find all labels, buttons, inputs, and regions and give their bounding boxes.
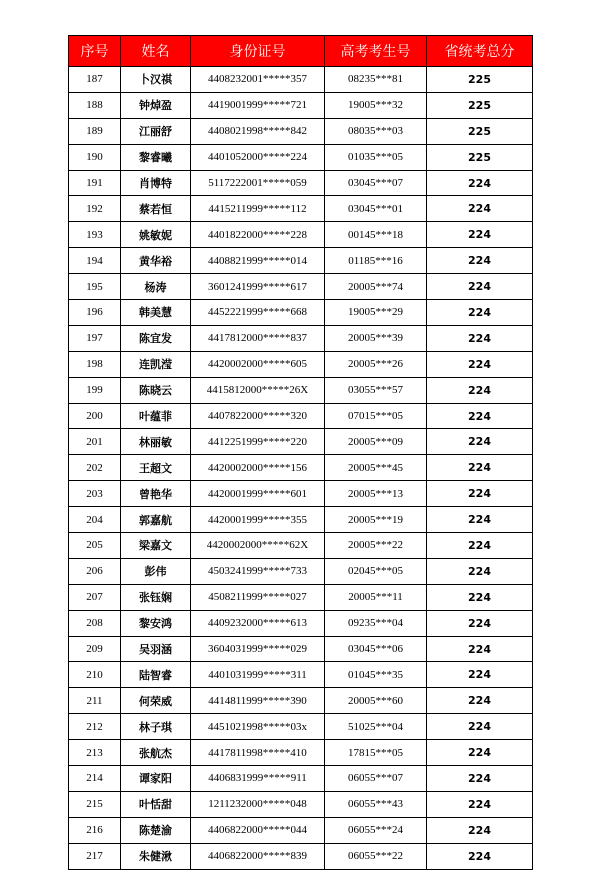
cell-exam-number: 03045***01 xyxy=(325,196,427,222)
cell-name: 何荣威 xyxy=(121,688,191,714)
cell-exam-number: 00145***18 xyxy=(325,222,427,248)
cell-no: 206 xyxy=(69,558,121,584)
cell-score: 224 xyxy=(427,843,533,869)
cell-no: 211 xyxy=(69,688,121,714)
cell-score: 224 xyxy=(427,222,533,248)
table-row xyxy=(69,325,533,351)
cell-no: 202 xyxy=(69,455,121,481)
cell-name: 林丽敏 xyxy=(121,429,191,455)
cell-no: 189 xyxy=(69,118,121,144)
cell-score: 224 xyxy=(427,274,533,300)
cell-score: 224 xyxy=(427,636,533,662)
table-row xyxy=(69,791,533,817)
cell-score: 224 xyxy=(427,351,533,377)
cell-exam-number: 09235***04 xyxy=(325,610,427,636)
cell-exam-number: 19005***32 xyxy=(325,92,427,118)
table-row xyxy=(69,248,533,274)
cell-score: 224 xyxy=(427,455,533,481)
table-row xyxy=(69,507,533,533)
cell-no: 210 xyxy=(69,662,121,688)
cell-exam-number: 20005***13 xyxy=(325,481,427,507)
cell-no: 215 xyxy=(69,791,121,817)
cell-name: 肖博特 xyxy=(121,170,191,196)
table-row xyxy=(69,222,533,248)
cell-name: 梁嘉文 xyxy=(121,533,191,559)
cell-score: 224 xyxy=(427,533,533,559)
cell-id: 4401031999*****311 xyxy=(191,662,325,688)
cell-exam-number: 20005***11 xyxy=(325,584,427,610)
cell-score: 224 xyxy=(427,248,533,274)
cell-no: 187 xyxy=(69,67,121,93)
cell-exam-number: 02045***05 xyxy=(325,558,427,584)
cell-no: 214 xyxy=(69,766,121,792)
cell-exam-number: 01045***35 xyxy=(325,662,427,688)
cell-score: 224 xyxy=(427,584,533,610)
cell-id: 4414811999*****390 xyxy=(191,688,325,714)
cell-name: 姚敏妮 xyxy=(121,222,191,248)
cell-name: 张钰娴 xyxy=(121,584,191,610)
cell-exam-number: 01185***16 xyxy=(325,248,427,274)
table-row xyxy=(69,300,533,326)
cell-no: 196 xyxy=(69,300,121,326)
cell-name: 钟焯盈 xyxy=(121,92,191,118)
cell-score: 224 xyxy=(427,429,533,455)
cell-id: 4420002000*****156 xyxy=(191,455,325,481)
cell-id: 4420001999*****355 xyxy=(191,507,325,533)
cell-score: 224 xyxy=(427,507,533,533)
table-row xyxy=(69,558,533,584)
cell-id: 4406822000*****044 xyxy=(191,817,325,843)
cell-score: 224 xyxy=(427,325,533,351)
table-row xyxy=(69,118,533,144)
cell-name: 王超文 xyxy=(121,455,191,481)
cell-name: 卜汉祺 xyxy=(121,67,191,93)
cell-id: 4406822000*****839 xyxy=(191,843,325,869)
cell-score: 224 xyxy=(427,714,533,740)
cell-name: 韩美慧 xyxy=(121,300,191,326)
cell-name: 吴羽涵 xyxy=(121,636,191,662)
table-row xyxy=(69,92,533,118)
cell-no: 190 xyxy=(69,144,121,170)
header-name: 姓名 xyxy=(121,36,191,67)
cell-exam-number: 20005***39 xyxy=(325,325,427,351)
table-row xyxy=(69,740,533,766)
table-row xyxy=(69,377,533,403)
cell-id: 5117222001*****059 xyxy=(191,170,325,196)
cell-id: 4503241999*****733 xyxy=(191,558,325,584)
table-row xyxy=(69,714,533,740)
table-row xyxy=(69,533,533,559)
cell-no: 199 xyxy=(69,377,121,403)
cell-exam-number: 03045***06 xyxy=(325,636,427,662)
cell-score: 224 xyxy=(427,610,533,636)
header-row xyxy=(69,36,533,67)
cell-no: 192 xyxy=(69,196,121,222)
cell-name: 叶恬甜 xyxy=(121,791,191,817)
cell-id: 4409232000*****613 xyxy=(191,610,325,636)
cell-no: 213 xyxy=(69,740,121,766)
cell-no: 195 xyxy=(69,274,121,300)
cell-id: 4417812000*****837 xyxy=(191,325,325,351)
cell-no: 193 xyxy=(69,222,121,248)
cell-name: 陈晓云 xyxy=(121,377,191,403)
cell-exam-number: 17815***05 xyxy=(325,740,427,766)
cell-score: 224 xyxy=(427,403,533,429)
cell-score: 224 xyxy=(427,377,533,403)
cell-no: 207 xyxy=(69,584,121,610)
table-row xyxy=(69,196,533,222)
cell-no: 209 xyxy=(69,636,121,662)
header-id: 身份证号 xyxy=(191,36,325,67)
cell-exam-number: 06055***24 xyxy=(325,817,427,843)
cell-id: 4508211999*****027 xyxy=(191,584,325,610)
cell-id: 4401822000*****228 xyxy=(191,222,325,248)
cell-name: 彭伟 xyxy=(121,558,191,584)
table-row xyxy=(69,429,533,455)
cell-exam-number: 51025***04 xyxy=(325,714,427,740)
cell-exam-number: 20005***22 xyxy=(325,533,427,559)
cell-exam-number: 01035***05 xyxy=(325,144,427,170)
cell-id: 4452221999*****668 xyxy=(191,300,325,326)
cell-score: 225 xyxy=(427,67,533,93)
cell-exam-number: 20005***60 xyxy=(325,688,427,714)
cell-no: 191 xyxy=(69,170,121,196)
cell-score: 224 xyxy=(427,170,533,196)
table-row xyxy=(69,843,533,869)
cell-score: 225 xyxy=(427,144,533,170)
cell-no: 208 xyxy=(69,610,121,636)
cell-exam-number: 20005***26 xyxy=(325,351,427,377)
cell-score: 224 xyxy=(427,817,533,843)
cell-score: 224 xyxy=(427,766,533,792)
cell-name: 陈宜发 xyxy=(121,325,191,351)
table-row xyxy=(69,455,533,481)
table-row xyxy=(69,766,533,792)
cell-name: 郭嘉航 xyxy=(121,507,191,533)
cell-id: 3604031999*****029 xyxy=(191,636,325,662)
cell-name: 林子琪 xyxy=(121,714,191,740)
cell-name: 蔡若恒 xyxy=(121,196,191,222)
cell-id: 4401052000*****224 xyxy=(191,144,325,170)
table-row xyxy=(69,688,533,714)
table-row xyxy=(69,817,533,843)
cell-exam-number: 20005***19 xyxy=(325,507,427,533)
cell-score: 224 xyxy=(427,300,533,326)
cell-id: 4420001999*****601 xyxy=(191,481,325,507)
cell-id: 3601241999*****617 xyxy=(191,274,325,300)
cell-exam-number: 06055***07 xyxy=(325,766,427,792)
table-row xyxy=(69,584,533,610)
cell-exam-number: 06055***43 xyxy=(325,791,427,817)
header-no: 序号 xyxy=(69,36,121,67)
table-row xyxy=(69,274,533,300)
cell-id: 4417811998*****410 xyxy=(191,740,325,766)
table-row xyxy=(69,662,533,688)
cell-name: 连凯滢 xyxy=(121,351,191,377)
cell-score: 224 xyxy=(427,481,533,507)
cell-no: 198 xyxy=(69,351,121,377)
cell-id: 4419001999*****721 xyxy=(191,92,325,118)
cell-name: 江丽舒 xyxy=(121,118,191,144)
cell-id: 4415812000*****26X xyxy=(191,377,325,403)
score-table xyxy=(68,35,533,870)
cell-exam-number: 19005***29 xyxy=(325,300,427,326)
cell-name: 杨涛 xyxy=(121,274,191,300)
table-row xyxy=(69,403,533,429)
cell-score: 225 xyxy=(427,92,533,118)
table-row xyxy=(69,351,533,377)
cell-id: 4408021998*****842 xyxy=(191,118,325,144)
header-score: 省统考总分 xyxy=(427,36,533,67)
table-body xyxy=(69,67,533,870)
cell-name: 叶蕴菲 xyxy=(121,403,191,429)
table-row xyxy=(69,144,533,170)
cell-id: 4408232001*****357 xyxy=(191,67,325,93)
cell-name: 朱健湫 xyxy=(121,843,191,869)
cell-no: 194 xyxy=(69,248,121,274)
cell-exam-number: 06055***22 xyxy=(325,843,427,869)
cell-name: 曾艳华 xyxy=(121,481,191,507)
cell-id: 4408821999*****014 xyxy=(191,248,325,274)
table-row xyxy=(69,481,533,507)
cell-id: 4415211999*****112 xyxy=(191,196,325,222)
cell-name: 谭家阳 xyxy=(121,766,191,792)
cell-name: 陆智睿 xyxy=(121,662,191,688)
cell-name: 黄华裕 xyxy=(121,248,191,274)
cell-exam-number: 08035***03 xyxy=(325,118,427,144)
cell-score: 225 xyxy=(427,118,533,144)
cell-exam-number: 03055***57 xyxy=(325,377,427,403)
cell-id: 4451021998*****03x xyxy=(191,714,325,740)
cell-name: 黎睿曦 xyxy=(121,144,191,170)
cell-no: 205 xyxy=(69,533,121,559)
header-exam-number: 高考考生号 xyxy=(325,36,427,67)
cell-id: 4412251999*****220 xyxy=(191,429,325,455)
cell-score: 224 xyxy=(427,740,533,766)
cell-no: 203 xyxy=(69,481,121,507)
cell-no: 188 xyxy=(69,92,121,118)
cell-no: 201 xyxy=(69,429,121,455)
cell-id: 4420002000*****605 xyxy=(191,351,325,377)
cell-exam-number: 20005***74 xyxy=(325,274,427,300)
cell-name: 陈楚渝 xyxy=(121,817,191,843)
cell-exam-number: 08235***81 xyxy=(325,67,427,93)
cell-no: 204 xyxy=(69,507,121,533)
cell-name: 张航杰 xyxy=(121,740,191,766)
cell-score: 224 xyxy=(427,662,533,688)
cell-score: 224 xyxy=(427,791,533,817)
table-row xyxy=(69,67,533,93)
cell-score: 224 xyxy=(427,558,533,584)
cell-no: 216 xyxy=(69,817,121,843)
cell-id: 1211232000*****048 xyxy=(191,791,325,817)
cell-name: 黎安鸿 xyxy=(121,610,191,636)
cell-no: 197 xyxy=(69,325,121,351)
cell-score: 224 xyxy=(427,196,533,222)
table-row xyxy=(69,170,533,196)
cell-no: 212 xyxy=(69,714,121,740)
cell-exam-number: 20005***45 xyxy=(325,455,427,481)
cell-score: 224 xyxy=(427,688,533,714)
cell-exam-number: 07015***05 xyxy=(325,403,427,429)
cell-no: 200 xyxy=(69,403,121,429)
cell-no: 217 xyxy=(69,843,121,869)
table-row xyxy=(69,610,533,636)
cell-exam-number: 20005***09 xyxy=(325,429,427,455)
cell-id: 4420002000*****62X xyxy=(191,533,325,559)
cell-id: 4407822000*****320 xyxy=(191,403,325,429)
cell-exam-number: 03045***07 xyxy=(325,170,427,196)
cell-id: 4406831999*****911 xyxy=(191,766,325,792)
table-row xyxy=(69,636,533,662)
